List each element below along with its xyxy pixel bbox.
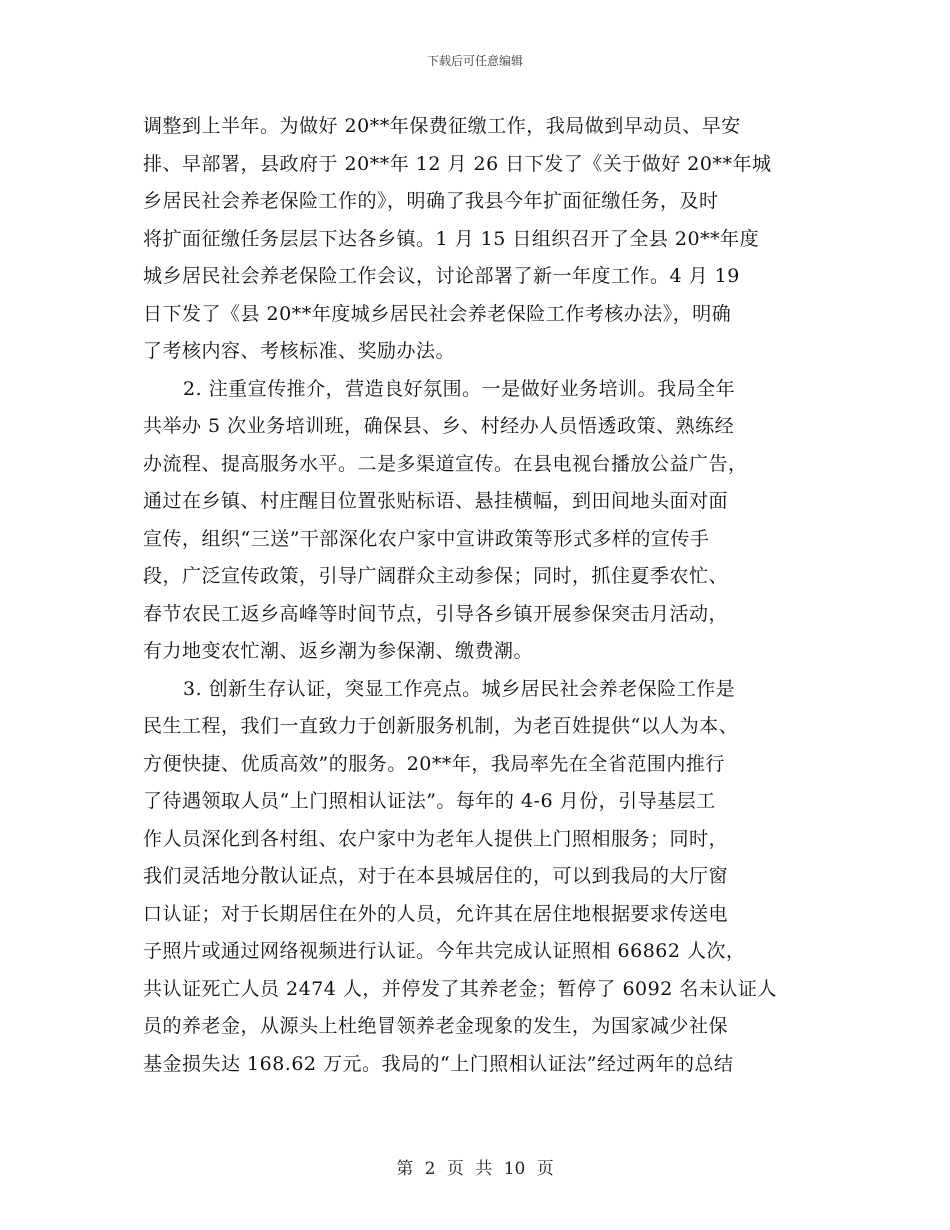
text-line-21: 我们灵活地分散认证点，对于在本县城居住的，可以到我局的大厅窗: [143, 865, 729, 887]
text-line-22: 口认证；对于长期居住在外的人员，允许其在居住地根据要求传送电: [143, 902, 729, 925]
text-line-23: 子照片或通过网络视频进行认证。今年共完成认证照相 66862 人次，: [143, 940, 746, 962]
text-line-9: 共举办 5 次业务培训班，确保县、乡、村经办人员悟透政策、熟练经: [143, 415, 735, 437]
text-line-13: 段，广泛宣传政策，引导广阔群众主动参保；同时，抓住夏季农忙、: [143, 565, 729, 587]
text-line-18: 方便快捷、优质高效”的服务。20**年，我局率先在全省范围内推行: [143, 752, 725, 775]
text-line-11: 通过在乡镇、村庄醒目位置张贴标语、悬挂横幅，到田间地头面对面: [143, 490, 729, 512]
text-line-4: 将扩面征缴任务层层下达各乡镇。1 月 15 日组织召开了全县 20**年度: [143, 227, 760, 250]
paragraph-3-heading-line: 3. 创新生存认证，突显工作亮点。城乡居民社会养老保险工作是: [183, 677, 736, 700]
text-line-7: 了考核内容、考核标准、奖励办法。: [143, 340, 456, 362]
text-line-26: 基金损失达 168.62 万元。我局的“上门照相认证法”经过两年的总结: [143, 1052, 734, 1075]
text-line-19: 了待遇领取人员“上门照相认证法”。每年的 4-6 月份，引导基层工: [143, 790, 716, 812]
text-line-1: 调整到上半年。为做好 20**年保费征缴工作，我局做到早动员、早安: [143, 115, 741, 137]
text-line-17: 民生工程，我们一直致力于创新服务机制，为老百姓提供“以人为本、: [143, 715, 739, 737]
text-line-5: 城乡居民社会养老保险工作会议，讨论部署了新一年度工作。4 月 19: [143, 265, 740, 287]
page-number-footer: 第 2 页 共 10 页: [396, 1159, 554, 1179]
text-line-6: 日下发了《县 20**年度城乡居民社会养老保险工作考核办法》，明确: [143, 302, 732, 325]
page-header: 下载后可任意编辑: [426, 54, 523, 68]
text-line-10: 办流程、提高服务水平。二是多渠道宣传。在县电视台播放公益广告，: [143, 452, 748, 475]
text-line-2: 排、早部署，县政府于 20**年 12 月 26 日下发了《关于做好 20**年城: [143, 152, 772, 175]
text-line-25: 员的养老金，从源头上杜绝冒领养老金现象的发生，为国家减少社保: [143, 1015, 729, 1037]
text-line-24: 共认证死亡人员 2474 人，并停发了其养老金；暂停了 6092 名未认证人: [143, 977, 777, 1000]
text-line-12: 宣传，组织“三送”干部深化农户家中宣讲政策等形式多样的宣传手: [143, 527, 710, 550]
text-line-20: 作人员深化到各村组、农户家中为老年人提供上门照相服务；同时，: [143, 827, 729, 850]
text-line-15: 有力地变农忙潮、返乡潮为参保潮、缴费潮。: [143, 640, 534, 662]
text-line-3: 乡居民社会养老保险工作的》，明确了我县今年扩面征缴任务，及时: [143, 190, 719, 212]
document-body: [143, 108, 811, 1083]
paragraph-2-heading-line: 2. 注重宣传推介，营造良好氛围。一是做好业务培训。我局全年: [183, 377, 736, 400]
text-line-14: 春节农民工返乡高峰等时间节点，引导各乡镇开展参保突击月活动，: [143, 602, 729, 625]
